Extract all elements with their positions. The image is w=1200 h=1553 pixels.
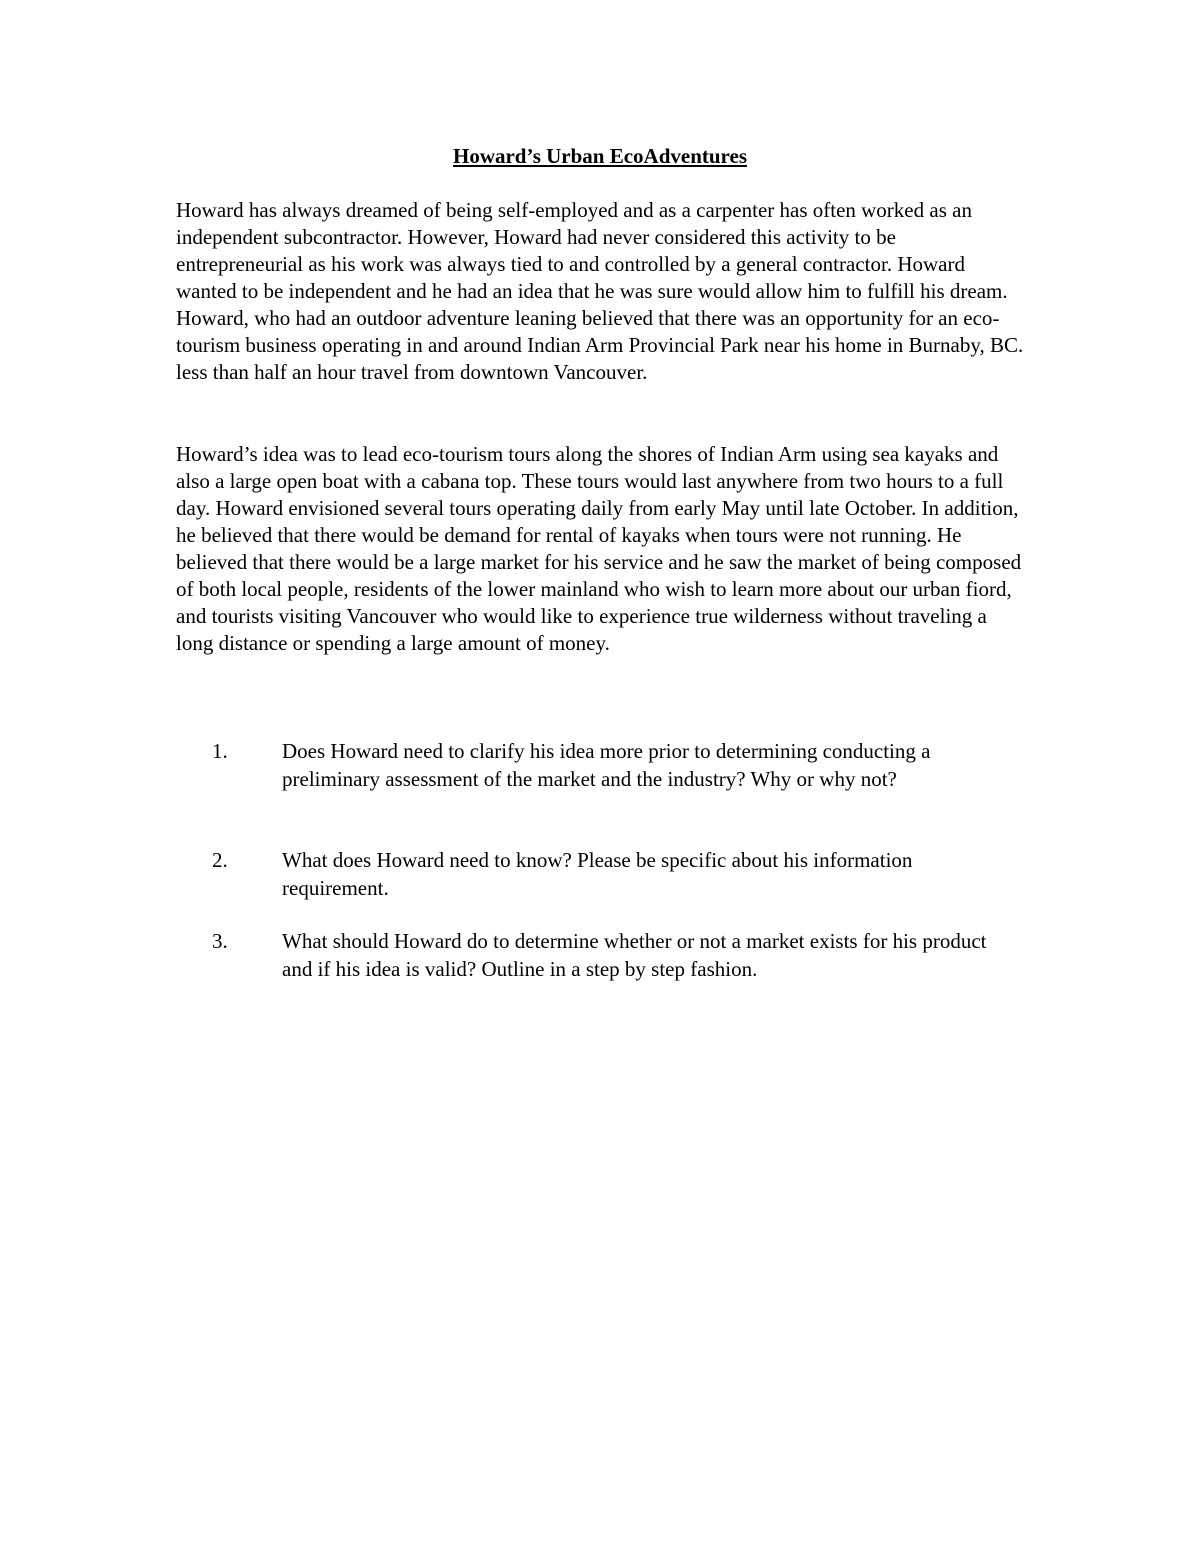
question-text: What does Howard need to know? Please be specific about his information requirement. xyxy=(282,848,913,900)
question-number: 3. xyxy=(212,929,228,953)
paragraph-idea: Howard’s idea was to lead eco-tourism tours along the shores of Indian Arm using sea kayaks and also a large open boat with a cabana top. These tours would last anywhere from two hours to a full day. Howard envisioned several tours operating daily from early May until late October. In addition, he believed that there would be demand for rental of kayaks when tours were not running. He believed that there would be a large market for his service and he saw the market of being composed of both local people, residents of the lower mainland who wish to learn more about our urban fiord, and tourists visiting Vancouver who would like to experience true wilderness without traveling a long distance or spending a large amount of money. xyxy=(176,442,1022,655)
question-number: 2. xyxy=(212,848,228,872)
question-text: What should Howard do to determine whether or not a market exists for his product and if his idea is valid? Outline in a step by step fashion. xyxy=(282,929,987,981)
document-title: Howard’s Urban EcoAdventures xyxy=(452,144,747,168)
paragraph-intro: Howard has always dreamed of being self-employed and as a carpenter has often worked as an independent subcontractor. However, Howard had never considered this activity to be entrepreneurial as his work was always tied to and controlled by a general contractor. Howard wanted to be independent and he had an idea that he was sure would allow him to fulfill his dream. Howard, who had an outdoor adventure leaning believed that there was an opportunity for an eco-tourism business operating in and around Indian Arm Provincial Park near his home in Burnaby, BC. less than half an hour travel from downtown Vancouver. xyxy=(176,198,1024,384)
question-number: 1. xyxy=(212,739,228,763)
question-text: Does Howard need to clarify his idea more prior to determining conducting a preliminary assessment of the market and the industry? Why or why not? xyxy=(282,739,931,791)
